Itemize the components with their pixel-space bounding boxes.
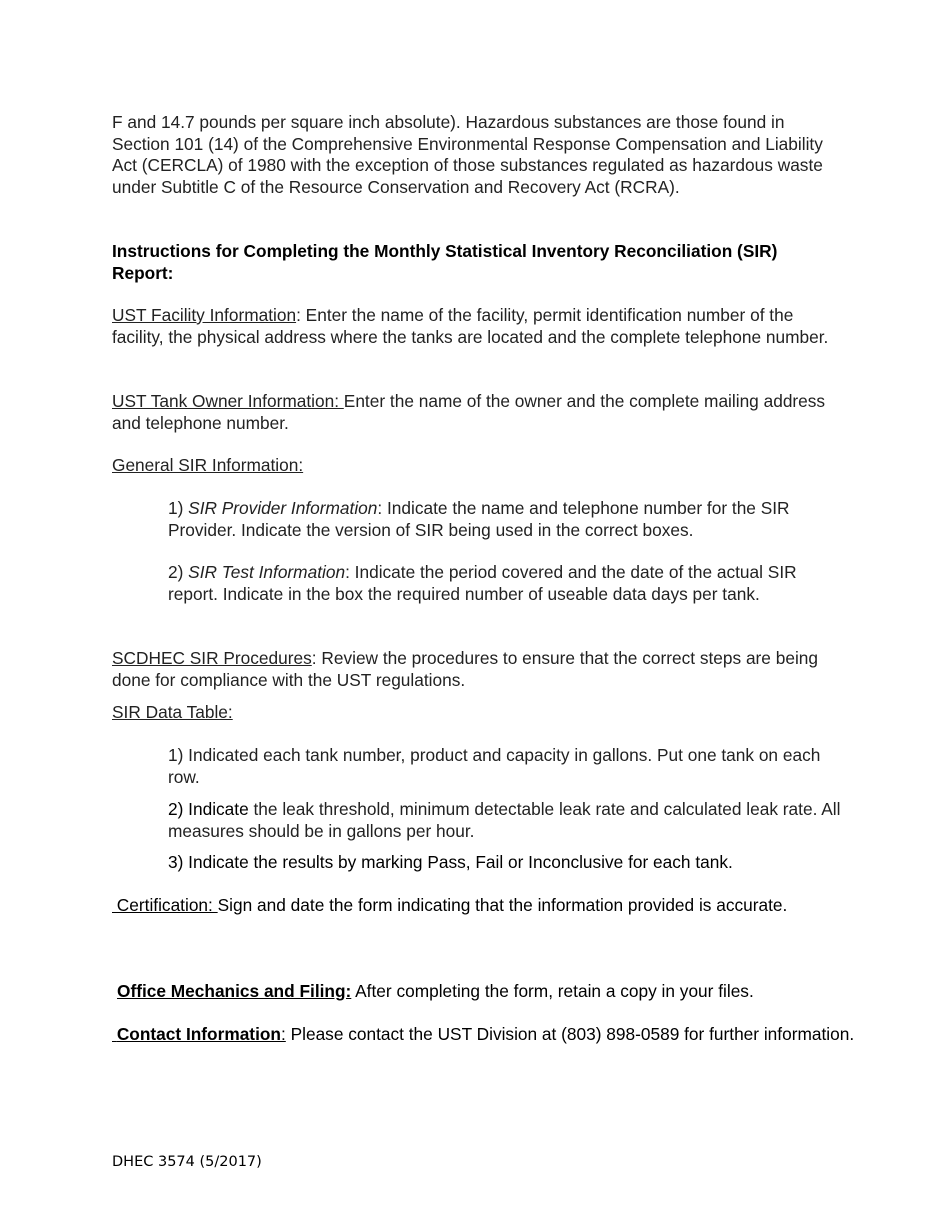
owner-info-paragraph: [112, 391, 842, 434]
general-sir-item-2-text: : Indicate the period covered and the date of the actual SIR report. Indicate in the box the required number of useable data days per tank.: [168, 562, 797, 604]
data-table-item-2-text: the leak threshold, minimum detectable leak rate and calculated leak rate. All measures should be in gallons per hour.: [168, 799, 841, 841]
certification-label: Certification:: [112, 895, 218, 915]
intro-paragraph: F and 14.7 pounds per square inch absolute). Hazardous substances are those found in Section 101 (14) of the Comprehensive Environmental Response Compensation and Liability Act (CERCLA) of 1980 with the exception of those substances regulated as hazardous waste under Subtitle C of the Resource Conservation and Recovery Act (RCRA).: [112, 112, 823, 197]
instructions-heading: Instructions for Completing the Monthly Statistical Inventory Reconciliation (SIR) Report:: [112, 241, 778, 283]
general-sir-item-2: [168, 562, 848, 605]
general-sir-item-1-text: : Indicate the name and telephone number for the SIR Provider. Indicate the version of SIR being used in the correct boxes.: [168, 498, 790, 540]
office-label: Office Mechanics and Filing:: [117, 981, 352, 1001]
office-paragraph: [117, 981, 917, 1003]
general-sir-item-1-label: SIR Provider Information: [188, 498, 378, 518]
general-sir-label: General SIR Information:: [112, 455, 304, 475]
contact-text: Please contact the UST Division at (803) 898-0589 for further information.: [285, 1024, 855, 1044]
certification-paragraph: [112, 895, 812, 917]
general-sir-item-1: [168, 498, 848, 541]
data-table-item-3: 3) Indicate the results by marking Pass, Fail or Inconclusive for each tank.: [168, 852, 733, 872]
facility-info-label: UST Facility Information: [112, 305, 297, 325]
facility-info-paragraph: [112, 305, 842, 348]
data-table-label: SIR Data Table:: [112, 702, 233, 722]
contact-paragraph: [112, 1024, 942, 1046]
general-sir-item-2-number: 2): [168, 562, 189, 582]
form-number-footer: DHEC 3574 (5/2017): [112, 1154, 262, 1170]
procedures-text: : Review the procedures to ensure that the correct steps are being done for compliance with the UST regulations.: [112, 648, 819, 690]
data-table-item-2-lead: 2) Indicate: [168, 799, 249, 819]
data-table-item-1: 1) Indicated each tank number, product and capacity in gallons. Put one tank on each row.: [168, 745, 821, 787]
general-sir-item-1-number: 1): [168, 498, 189, 518]
data-table-item-2: [168, 799, 848, 842]
contact-label: Contact Information: [116, 1024, 281, 1044]
procedures-paragraph: [112, 648, 842, 691]
contact-label-tail: :: [280, 1024, 286, 1044]
general-sir-item-2-label: SIR Test Information: [188, 562, 346, 582]
office-text: After completing the form, retain a copy in your files.: [351, 981, 754, 1001]
owner-info-text: Enter the name of the owner and the complete mailing address and telephone number.: [112, 391, 826, 433]
certification-text: Sign and date the form indicating that the information provided is accurate.: [217, 895, 788, 915]
procedures-label: SCDHEC SIR Procedures: [112, 648, 312, 668]
owner-info-label: UST Tank Owner Information:: [112, 391, 344, 411]
facility-info-text: : Enter the name of the facility, permit identification number of the facility, the physical address where the tanks are located and the complete telephone number.: [112, 305, 829, 347]
